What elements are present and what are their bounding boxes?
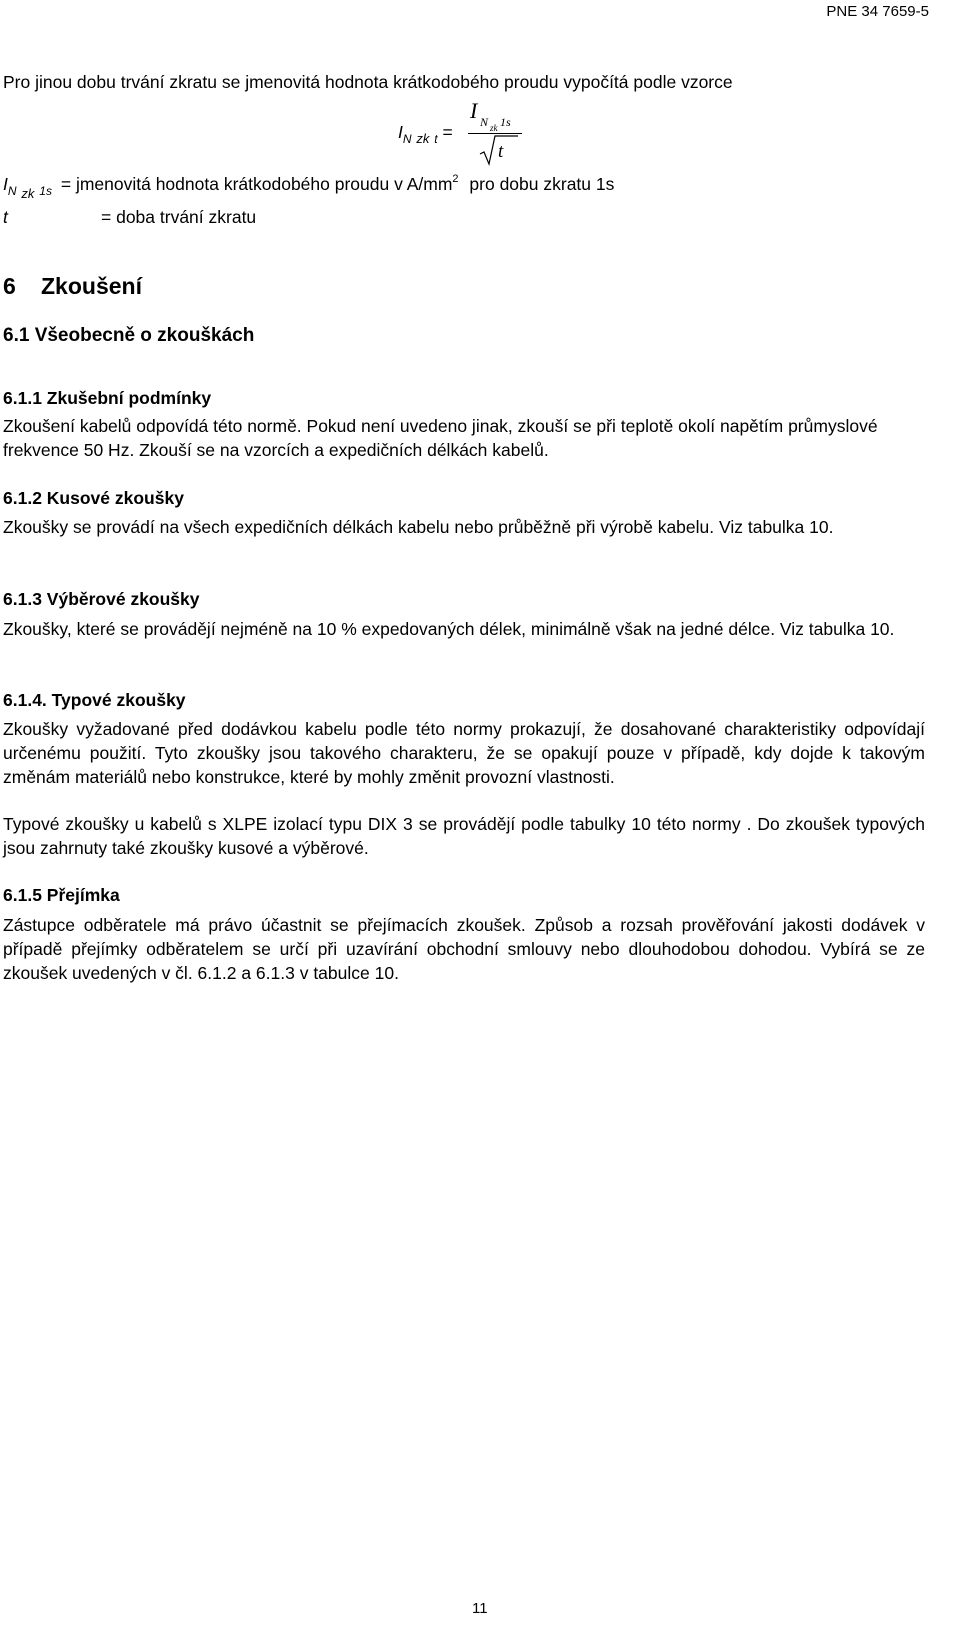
def1-sup: 2 — [452, 173, 459, 185]
section-6-1-4-text-2: Typové zkoušky u kabelů s XLPE izolací typu DIX 3 se provádějí podle tabulky 10 této normy . Do zkoušek typových jsou zahrnuty také zkoušky kusové a výběrové. — [3, 814, 925, 858]
section-6-1-2-text: Zkoušky se provádí na všech expedičních délkách kabelu nebo průběžně při výrobě kabelu. Viz tabulka 10. — [3, 517, 834, 537]
section-heading-6 — [3, 272, 142, 300]
formula-lhs-sub-n: N — [402, 132, 412, 146]
formula-lhs-sub-zk: zk — [416, 131, 430, 146]
definition-current — [3, 172, 614, 199]
section-6-1-1-text: Zkoušení kabelů odpovídá této normě. Pokud není uvedeno jinak, zkouší se při teplotě okolí napětím průmyslové frekvence 50 Hz. Zkouší se na vzorcích a expedičních délkách kabelů. — [3, 416, 878, 460]
section-heading-6-1: 6.1 Všeobecně o zkouškách — [3, 325, 255, 346]
formula-lhs-symbol: I — [398, 122, 403, 142]
section-6-number: 6 — [3, 273, 16, 299]
def1-sub-zk: zk — [21, 186, 35, 201]
section-heading-6-1-3: 6.1.3 Výběrové zkoušky — [3, 589, 200, 609]
def1-text: = jmenovitá hodnota krátkodobého proudu v A/mm — [60, 174, 453, 194]
intro-paragraph: Pro jinou dobu trvání zkratu se jmenovitá hodnota krátkodobého proudu vypočítá podle vzorce — [3, 72, 733, 92]
formula-lhs-sub-t: t — [434, 132, 438, 146]
page-number: 11 — [472, 1600, 488, 1617]
formula-num-symbol: I — [470, 98, 478, 123]
section-6-1-4-text-1: Zkoušky vyžadované před dodávkou kabelu podle této normy prokazují, že dosahované charakteristiky odpovídají určenému použití. Tyto zkoušky jsou takového charakteru, že se opakují pouze v případě, kdy dojde k takovým změnám materiálů nebo konstrukce, které by mohly změnit provozní vlastnosti. — [3, 719, 925, 787]
formula-den-symbol: t — [498, 141, 504, 162]
section-heading-6-1-2: 6.1.2 Kusové zkoušky — [3, 488, 184, 508]
section-heading-6-1-1: 6.1.1 Zkušební podmínky — [3, 388, 212, 408]
formula-equals: = — [442, 122, 453, 142]
document-id: PNE 34 7659-5 — [826, 3, 929, 20]
definition-time-symbol-wrap — [3, 205, 8, 229]
section-6-title: Zkoušení — [41, 273, 142, 299]
def1-sub-1s: 1s — [39, 184, 52, 198]
section-heading-6-1-4: 6.1.4. Typové zkoušky — [3, 690, 186, 710]
def1-text-b: pro dobu zkratu 1s — [469, 174, 615, 194]
section-6-1-5-text: Zástupce odběratele má právo účastnit se přejímacích zkoušek. Způsob a rozsah prověřování jakosti dodávek v případě přejímky odběratelem se určí při uzavírání obchodní smlouvy nebo dlouhodobou dohodou. Vybírá se ze zkoušek uvedených v čl. 6.1.2 a 6.1.3 v tabulce 10. — [3, 915, 925, 983]
section-6-1-3-text: Zkoušky, které se provádějí nejméně na 10 % expedovaných délek, minimálně však na jedné délce. Viz tabulka 10. — [3, 619, 895, 639]
formula-numerator — [470, 96, 522, 132]
section-heading-6-1-5: 6.1.5 Přejímka — [3, 885, 120, 905]
formula-denominator — [478, 134, 522, 168]
formula-num-sub-n: N — [480, 115, 489, 129]
definition-time-text: = doba trvání zkratu — [101, 207, 257, 227]
formula-lhs — [398, 120, 453, 146]
def2-symbol: t — [3, 207, 8, 227]
formula-num-sub-zk: zk — [490, 123, 498, 133]
def1-sub-n: N — [7, 184, 17, 198]
def1-symbol: I — [3, 174, 8, 194]
formula-num-sub-1s: 1s — [500, 115, 511, 129]
